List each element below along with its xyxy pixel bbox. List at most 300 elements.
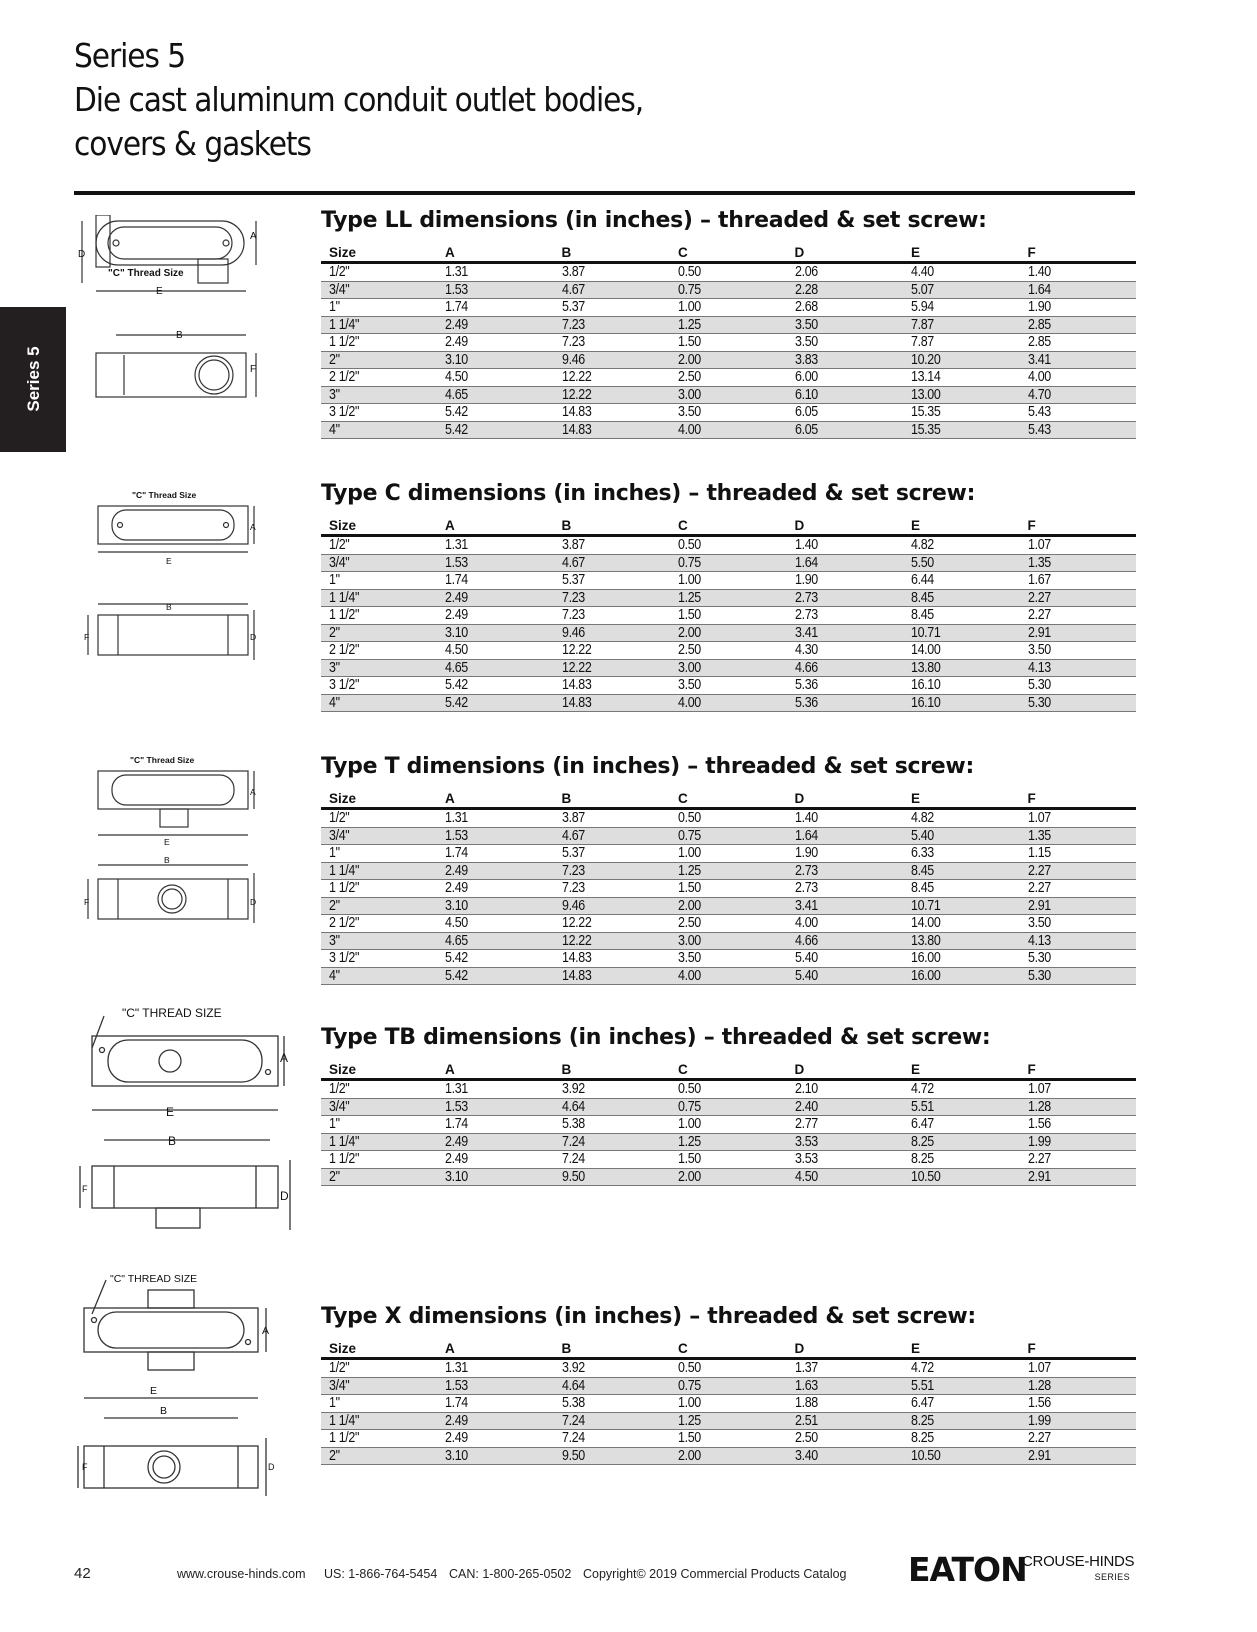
table-cell <box>321 334 437 352</box>
table-row <box>321 694 1136 712</box>
cell-value: 1.31 <box>445 1360 468 1376</box>
table-cell <box>787 1430 904 1448</box>
table-cell <box>903 1377 1020 1395</box>
table-cell <box>670 334 787 352</box>
table-cell <box>787 659 904 677</box>
cell-value: 1.56 <box>1027 1116 1051 1132</box>
cell-value: 4.66 <box>794 932 818 949</box>
table-cell <box>437 809 554 828</box>
cell-value: 2.50 <box>794 1430 818 1446</box>
table-cell <box>670 369 787 387</box>
table-cell <box>787 589 904 607</box>
cell-value: 0.50 <box>678 264 701 280</box>
x-dim-b: B <box>160 1405 168 1417</box>
cell-value: 14.00 <box>911 915 941 931</box>
cell-value: 4.00 <box>678 967 701 984</box>
t-thread-size: "C" Thread Size <box>130 755 195 765</box>
table-cell <box>787 827 904 845</box>
table-cell <box>670 677 787 695</box>
cell-value: 5.51 <box>911 1377 934 1394</box>
column-header: C <box>670 1334 787 1359</box>
cell-value: 8.25 <box>911 1412 934 1429</box>
cell-value: 5.07 <box>911 281 934 298</box>
table-row <box>321 572 1136 590</box>
table-row <box>321 862 1136 880</box>
table-cell <box>1020 845 1137 863</box>
cell-value: 2.91 <box>1027 1447 1051 1464</box>
table-cell <box>437 1151 554 1169</box>
table-cell <box>1020 624 1137 642</box>
cell-value: 2.50 <box>678 915 701 931</box>
table-cell <box>670 1098 787 1116</box>
table-cell <box>437 281 554 299</box>
cell-value: 5.43 <box>1027 421 1051 438</box>
table-cell <box>903 642 1020 660</box>
section-title: Type TB dimensions (in inches) – threaded & set screw: <box>321 1025 991 1050</box>
table-cell <box>437 897 554 915</box>
cell-value: 1.25 <box>678 862 701 879</box>
table-cell <box>554 421 671 439</box>
table-cell <box>321 572 437 590</box>
table-cell <box>437 1359 554 1378</box>
cell-value: 9.46 <box>561 897 585 914</box>
column-header: A <box>437 1334 554 1359</box>
table-cell <box>554 316 671 334</box>
cell-value: 1 1/4" <box>329 316 360 333</box>
cell-value: 5.30 <box>1027 694 1051 711</box>
table-row <box>321 299 1136 317</box>
table-cell <box>1020 572 1137 590</box>
column-header: C <box>670 511 787 536</box>
table-row <box>321 1098 1136 1116</box>
table-cell <box>554 1168 671 1186</box>
table-cell <box>437 589 554 607</box>
cell-value: 2.73 <box>794 589 818 606</box>
cell-value: 1/2" <box>329 537 350 553</box>
table-cell <box>787 1116 904 1134</box>
table-cell <box>437 404 554 422</box>
table-row <box>321 554 1136 572</box>
table-cell <box>554 351 671 369</box>
table-cell <box>903 677 1020 695</box>
table-cell <box>903 897 1020 915</box>
cell-value: 1 1/4" <box>329 862 360 879</box>
cell-value: 4" <box>329 967 340 984</box>
table-cell <box>554 1080 671 1099</box>
cell-value: 2.73 <box>794 607 818 623</box>
table-cell <box>437 932 554 950</box>
section-title: Type LL dimensions (in inches) – threaded & set screw: <box>321 208 987 233</box>
table-row <box>321 1133 1136 1151</box>
table-cell <box>321 554 437 572</box>
table-cell <box>670 950 787 968</box>
cell-value: 9.46 <box>561 351 585 368</box>
table-cell <box>321 642 437 660</box>
cell-value: 2.91 <box>1027 1168 1051 1185</box>
column-header: D <box>787 238 904 263</box>
cell-value: 2" <box>329 1447 340 1464</box>
dimensions-table <box>321 1055 1136 1186</box>
tb-dim-a: A <box>280 1051 289 1065</box>
cell-value: 5.38 <box>561 1116 585 1132</box>
table-cell <box>554 1116 671 1134</box>
table-cell <box>1020 386 1137 404</box>
table-cell <box>903 386 1020 404</box>
dimensions-table <box>321 511 1136 712</box>
table-cell <box>903 316 1020 334</box>
cell-value: 7.23 <box>561 316 585 333</box>
table-cell <box>321 263 437 282</box>
cell-value: 9.50 <box>561 1447 585 1464</box>
column-header: B <box>554 1055 671 1080</box>
cell-value: 3 1/2" <box>329 677 360 693</box>
table-cell <box>1020 1447 1137 1465</box>
cell-value: 5.36 <box>794 694 818 711</box>
table-cell <box>321 299 437 317</box>
cell-value: 6.00 <box>794 369 818 385</box>
table-cell <box>554 572 671 590</box>
eaton-logo <box>908 1550 1138 1589</box>
section-type-ll <box>321 206 1136 439</box>
cell-value: 4.64 <box>561 1098 585 1115</box>
table-cell <box>437 642 554 660</box>
table-cell <box>670 263 787 282</box>
cell-value: 1.15 <box>1027 845 1051 861</box>
cell-value: 2.85 <box>1027 316 1051 333</box>
cell-value: 2.00 <box>678 351 701 368</box>
column-header: B <box>554 511 671 536</box>
ll-thread-size: "C" Thread Size <box>108 268 184 279</box>
cell-value: 1.50 <box>678 607 701 623</box>
cell-value: 7.23 <box>561 880 585 896</box>
cell-value: 6.44 <box>911 572 934 588</box>
table-cell <box>321 659 437 677</box>
cell-value: 4.40 <box>911 264 934 280</box>
cell-value: 1.53 <box>445 1377 468 1394</box>
table-cell <box>437 369 554 387</box>
column-header: Size <box>321 511 437 536</box>
table-cell <box>437 624 554 642</box>
cell-value: 2.27 <box>1027 1430 1051 1446</box>
cell-value: 2.49 <box>445 880 468 896</box>
cell-value: 1/2" <box>329 810 350 826</box>
table-cell <box>554 659 671 677</box>
table-row <box>321 1395 1136 1413</box>
cell-value: 2.51 <box>794 1412 818 1429</box>
footer-copyright: Copyright© 2019 Commercial Products Catalog <box>583 1567 847 1581</box>
table-cell <box>321 536 437 555</box>
table-cell <box>903 880 1020 898</box>
cell-value: 2.50 <box>678 369 701 385</box>
cell-value: 2.91 <box>1027 897 1051 914</box>
table-cell <box>437 299 554 317</box>
column-header: Size <box>321 784 437 809</box>
table-cell <box>903 1395 1020 1413</box>
ll-dim-b: B <box>176 330 183 341</box>
table-cell <box>670 1080 787 1099</box>
cell-value: 2" <box>329 351 340 368</box>
cell-value: 3/4" <box>329 554 350 571</box>
table-cell <box>554 607 671 625</box>
cell-value: 3.50 <box>678 404 701 420</box>
cell-value: 1.50 <box>678 334 701 350</box>
footer-us-phone: US: 1-866-764-5454 <box>324 1567 438 1581</box>
cell-value: 3.10 <box>445 897 468 914</box>
cell-value: 1 1/4" <box>329 1412 360 1429</box>
cell-value: 3.53 <box>794 1133 818 1150</box>
table-cell <box>670 659 787 677</box>
column-header: B <box>554 784 671 809</box>
table-cell <box>437 677 554 695</box>
table-cell <box>1020 1151 1137 1169</box>
table-cell <box>787 950 904 968</box>
cell-value: 1.25 <box>678 1133 701 1150</box>
table-row <box>321 351 1136 369</box>
table-cell <box>437 572 554 590</box>
cell-value: 1.74 <box>445 572 468 588</box>
table-cell <box>903 694 1020 712</box>
title-divider <box>74 191 1135 195</box>
cell-value: 8.45 <box>911 589 934 606</box>
table-cell <box>1020 351 1137 369</box>
cell-value: 3/4" <box>329 1377 350 1394</box>
table-cell <box>903 351 1020 369</box>
cell-value: 5.30 <box>1027 677 1051 693</box>
cell-value: 1.63 <box>794 1377 818 1394</box>
footer-can-phone: CAN: 1-800-265-0502 <box>449 1567 572 1581</box>
column-header: A <box>437 784 554 809</box>
t-dim-e: E <box>164 837 170 847</box>
table-cell <box>903 932 1020 950</box>
table-cell <box>670 554 787 572</box>
cell-value: 16.00 <box>911 950 941 966</box>
table-cell <box>1020 950 1137 968</box>
cell-value: 5.30 <box>1027 950 1051 966</box>
table-cell <box>321 1168 437 1186</box>
cell-value: 15.35 <box>911 404 941 420</box>
cell-value: 1" <box>329 845 340 861</box>
cell-value: 1.50 <box>678 1151 701 1167</box>
cell-value: 8.25 <box>911 1133 934 1150</box>
table-cell <box>787 897 904 915</box>
table-cell <box>321 845 437 863</box>
column-header: A <box>437 238 554 263</box>
cell-value: 2.49 <box>445 1430 468 1446</box>
table-cell <box>321 880 437 898</box>
cell-value: 4.65 <box>445 932 468 949</box>
column-header: F <box>1020 784 1137 809</box>
logo-sub: CROUSE-HINDS <box>1022 1553 1135 1570</box>
table-cell <box>1020 421 1137 439</box>
table-cell <box>554 369 671 387</box>
table-cell <box>1020 554 1137 572</box>
cell-value: 0.75 <box>678 827 701 844</box>
table-cell <box>787 1080 904 1099</box>
table-row <box>321 950 1136 968</box>
table-cell <box>670 1430 787 1448</box>
table-row <box>321 404 1136 422</box>
table-cell <box>321 1098 437 1116</box>
cell-value: 14.00 <box>911 642 941 658</box>
table-cell <box>787 404 904 422</box>
table-cell <box>903 554 1020 572</box>
cell-value: 7.23 <box>561 589 585 606</box>
title-line-2: Die cast aluminum conduit outlet bodies, <box>74 80 644 119</box>
cell-value: 16.00 <box>911 967 941 984</box>
table-cell <box>554 915 671 933</box>
table-cell <box>787 694 904 712</box>
cell-value: 1.50 <box>678 880 701 896</box>
table-cell <box>554 624 671 642</box>
table-row <box>321 536 1136 555</box>
cell-value: 3.50 <box>1027 642 1051 658</box>
table-cell <box>787 572 904 590</box>
table-cell <box>437 607 554 625</box>
table-cell <box>321 624 437 642</box>
column-header: D <box>787 1055 904 1080</box>
table-cell <box>554 694 671 712</box>
table-cell <box>670 386 787 404</box>
cell-value: 1.50 <box>678 1430 701 1446</box>
table-cell <box>437 1447 554 1465</box>
table-cell <box>437 950 554 968</box>
table-cell <box>1020 1080 1137 1099</box>
cell-value: 1.53 <box>445 554 468 571</box>
table-cell <box>670 809 787 828</box>
table-cell <box>321 369 437 387</box>
table-cell <box>1020 589 1137 607</box>
table-cell <box>437 351 554 369</box>
table-cell <box>787 1447 904 1465</box>
table-cell <box>903 607 1020 625</box>
cell-value: 1.90 <box>794 572 818 588</box>
cell-value: 4.30 <box>794 642 818 658</box>
cell-value: 3.50 <box>678 677 701 693</box>
cell-value: 2" <box>329 897 340 914</box>
footer-website[interactable]: www.crouse-hinds.com <box>177 1567 306 1581</box>
section-type-tb <box>321 1023 1136 1186</box>
table-cell <box>321 677 437 695</box>
cell-value: 2.27 <box>1027 880 1051 896</box>
table-cell <box>1020 1395 1137 1413</box>
cell-value: 5.37 <box>561 299 585 315</box>
table-row <box>321 897 1136 915</box>
table-cell <box>1020 1430 1137 1448</box>
table-cell <box>787 1412 904 1430</box>
table-cell <box>903 1447 1020 1465</box>
table-cell <box>787 1395 904 1413</box>
cell-value: 1" <box>329 1116 340 1132</box>
column-header: C <box>670 238 787 263</box>
table-row <box>321 880 1136 898</box>
cell-value: 13.80 <box>911 659 941 676</box>
cell-value: 3.41 <box>794 624 818 641</box>
table-cell <box>670 1412 787 1430</box>
cell-value: 2" <box>329 1168 340 1185</box>
table-cell <box>1020 677 1137 695</box>
table-cell <box>554 967 671 985</box>
table-cell <box>321 1412 437 1430</box>
table-cell <box>1020 827 1137 845</box>
logo-brand: EATON <box>908 1550 1027 1589</box>
cell-value: 3.50 <box>794 334 818 350</box>
table-cell <box>787 421 904 439</box>
c-dim-a: A <box>250 522 256 532</box>
table-row <box>321 915 1136 933</box>
cell-value: 1.25 <box>678 316 701 333</box>
cell-value: 1.28 <box>1027 1377 1051 1394</box>
table-cell <box>670 589 787 607</box>
cell-value: 13.80 <box>911 932 941 949</box>
table-cell <box>670 572 787 590</box>
cell-value: 4.64 <box>561 1377 585 1394</box>
page-number: 42 <box>74 1565 91 1582</box>
cell-value: 9.50 <box>561 1168 585 1185</box>
cell-value: 4.00 <box>678 421 701 438</box>
cell-value: 2.28 <box>794 281 818 298</box>
tb-thread-size: "C" THREAD SIZE <box>122 1006 222 1020</box>
table-cell <box>554 950 671 968</box>
table-cell <box>903 421 1020 439</box>
tb-dim-d: D <box>280 1189 289 1203</box>
cell-value: 2.00 <box>678 1447 701 1464</box>
table-cell <box>787 1133 904 1151</box>
table-cell <box>1020 1098 1137 1116</box>
cell-value: 2.27 <box>1027 1151 1051 1167</box>
cell-value: 4.82 <box>911 810 934 826</box>
table-cell <box>1020 1377 1137 1395</box>
cell-value: 7.24 <box>561 1412 585 1429</box>
table-cell <box>670 1447 787 1465</box>
table-cell <box>437 1080 554 1099</box>
table-cell <box>554 1098 671 1116</box>
table-cell <box>321 1430 437 1448</box>
cell-value: 6.33 <box>911 845 934 861</box>
table-cell <box>321 351 437 369</box>
table-cell <box>554 1359 671 1378</box>
cell-value: 1 1/2" <box>329 1151 360 1167</box>
cell-value: 2.49 <box>445 589 468 606</box>
cell-value: 1 1/2" <box>329 607 360 623</box>
table-cell <box>670 1133 787 1151</box>
x-dim-a: A <box>262 1325 270 1337</box>
cell-value: 1.07 <box>1027 1360 1051 1376</box>
table-cell <box>1020 967 1137 985</box>
table-cell <box>437 1098 554 1116</box>
cell-value: 8.45 <box>911 862 934 879</box>
table-cell <box>903 369 1020 387</box>
table-cell <box>903 299 1020 317</box>
table-row <box>321 589 1136 607</box>
cell-value: 2.27 <box>1027 607 1051 623</box>
cell-value: 3.40 <box>794 1447 818 1464</box>
cell-value: 5.51 <box>911 1098 934 1115</box>
cell-value: 5.40 <box>911 827 934 844</box>
table-cell <box>787 624 904 642</box>
cell-value: 12.22 <box>561 369 591 385</box>
cell-value: 1.31 <box>445 1081 468 1097</box>
cell-value: 1 1/4" <box>329 589 360 606</box>
section-title: Type T dimensions (in inches) – threaded & set screw: <box>321 754 974 779</box>
column-header: F <box>1020 511 1137 536</box>
table-cell <box>321 386 437 404</box>
cell-value: 4.13 <box>1027 932 1051 949</box>
cell-value: 5.50 <box>911 554 934 571</box>
table-row <box>321 845 1136 863</box>
table-row <box>321 1412 1136 1430</box>
cell-value: 4.70 <box>1027 386 1051 403</box>
table-cell <box>554 845 671 863</box>
